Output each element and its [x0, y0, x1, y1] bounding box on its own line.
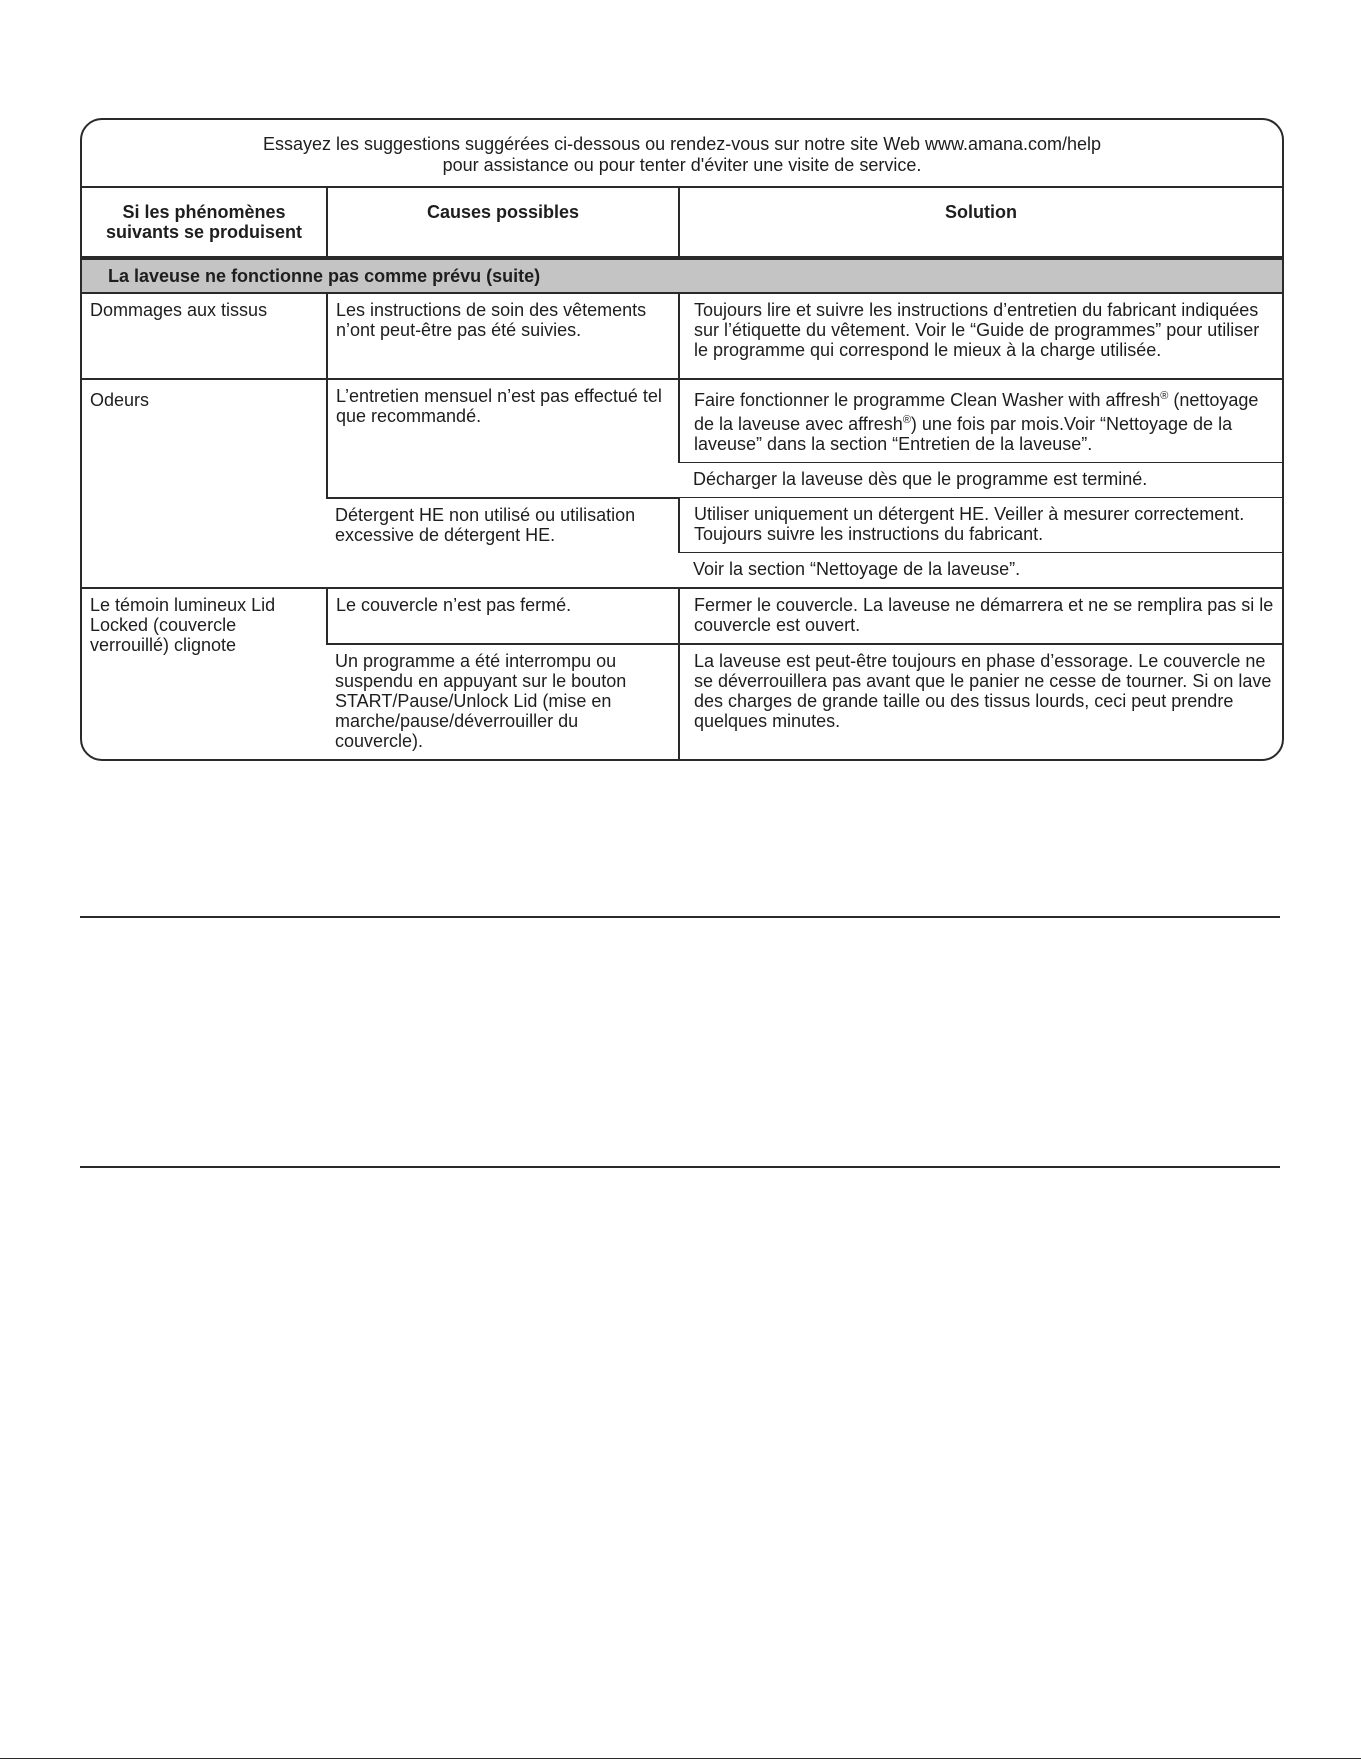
cause-fabric-damage: Les instructions de soin des vêtements n’ont peut-être pas été suivies.: [327, 293, 679, 379]
solution-odors-he-detergent: Utiliser uniquement un détergent HE. Veiller à mesurer correctement. Toujours suivre les instructions du fabricant.: [679, 498, 1282, 553]
table-row: [82, 293, 1282, 379]
problem-fabric-damage: Dommages aux tissus: [82, 293, 327, 379]
troubleshooting-grid: [82, 188, 1282, 759]
troubleshooting-table: [80, 118, 1284, 761]
problem-lid-locked: Le témoin lumineux Lid Locked (couvercle verrouillé) clignote: [82, 588, 327, 759]
cause-lid-open: Le couvercle n’est pas fermé.: [327, 588, 679, 644]
solution-odors-unload: Décharger la laveuse dès que le programme est terminé.: [679, 463, 1282, 498]
divider-line: [80, 1166, 1280, 1168]
table-row: [82, 379, 1282, 463]
table-row: [82, 588, 1282, 644]
solution-odors-clean-washer-c: ) une fois par mois.Voir “Nettoyage de la laveuse” dans la section “Entretien de la laveuse”.: [694, 414, 1233, 454]
table-intro: [82, 120, 1282, 188]
section-title: La laveuse ne fonctionne pas comme prévu (suite): [82, 258, 1282, 293]
registered-mark: ®: [1160, 390, 1169, 402]
solution-odors-clean-washer-b: (nettoyage de la laveuse avec affresh: [694, 390, 1259, 434]
intro-line-1: Essayez les suggestions suggérées ci-dessous ou rendez-vous sur notre site Web www.amana.com/help: [262, 134, 1102, 154]
header-row: [82, 188, 1282, 258]
solution-odors-clean-washer-a: Faire fonctionner le programme Clean Washer with affresh: [694, 390, 1161, 410]
header-problem-line-2: suivants se produisent: [105, 222, 303, 242]
solution-lid-open: Fermer le couvercle. La laveuse ne démarrera et ne se remplira pas si le couvercle est ouvert.: [679, 588, 1282, 644]
cause-odors-maintenance: L’entretien mensuel n’est pas effectué tel que recommandé.: [327, 379, 679, 498]
cause-cycle-interrupted: Un programme a été interrompu ou suspendu en appuyant sur le bouton START/Pause/Unlock Lid (mise en marche/pause/déverrouiller du couvercle).: [327, 644, 679, 759]
solution-fabric-damage: Toujours lire et suivre les instructions d’entretien du fabricant indiquées sur l’étiquette du vêtement. Voir le “Guide de programmes” pour utiliser le programme qui correspond le mieux à la charge utilisée.: [679, 293, 1282, 379]
page-bottom-rule: [0, 1758, 1361, 1759]
problem-odors: Odeurs: [82, 379, 327, 588]
intro-line-2: pour assistance ou pour tenter d'éviter une visite de service.: [442, 155, 922, 175]
header-problem: [82, 188, 327, 258]
cause-odors-detergent: Détergent HE non utilisé ou utilisation excessive de détergent HE.: [327, 498, 679, 589]
divider-line: [80, 916, 1280, 918]
solution-odors-clean-washer: [679, 379, 1282, 463]
header-solution: Solution: [679, 188, 1282, 258]
header-problem-line-1: Si les phénomènes: [122, 202, 286, 222]
solution-odors-see-cleaning: Voir la section “Nettoyage de la laveuse”.: [679, 553, 1282, 589]
section-row: [82, 258, 1282, 293]
registered-mark: ®: [902, 414, 911, 426]
solution-still-spinning: La laveuse est peut-être toujours en phase d’essorage. Le couvercle ne se déverrouillera pas avant que le panier ne cesse de tourner. Si on lave des charges de grande taille ou des tissus lourds, ceci peut prendre quelques minutes.: [679, 644, 1282, 759]
header-causes: Causes possibles: [327, 188, 679, 258]
